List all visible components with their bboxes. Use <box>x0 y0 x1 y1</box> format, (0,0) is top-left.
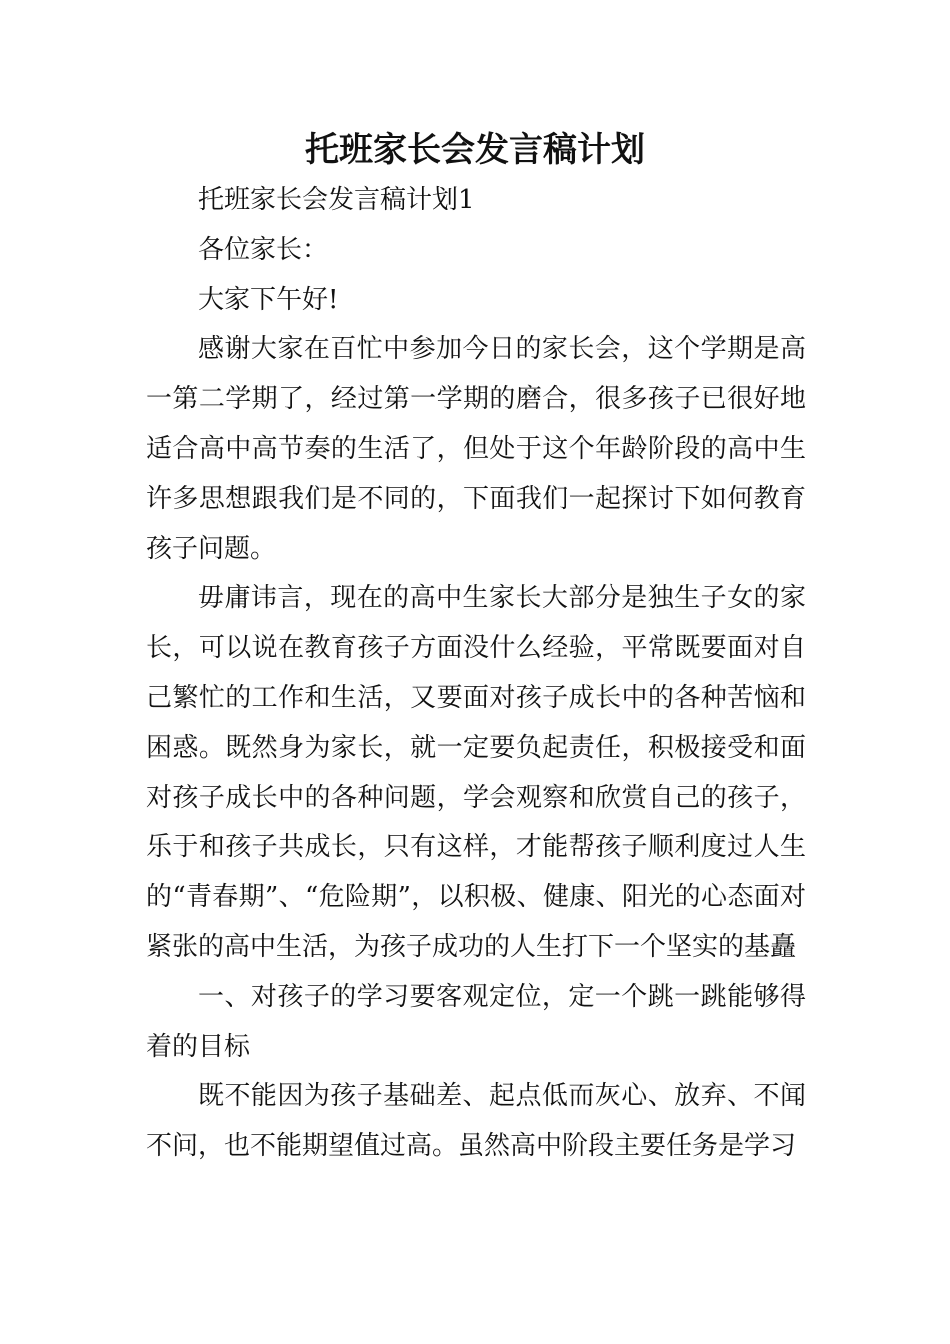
salutation-paragraph: 各位家长： <box>198 234 329 265</box>
greeting-paragraph: 大家下午好! <box>198 284 339 315</box>
subtitle-paragraph: 托班家长会发言稿计划1 <box>198 185 475 215</box>
body-paragraph: 感谢大家在百忙中参加今日的家长会，这个学期是高一第二学期了，经过第一学期的磨合，很多孩子已很好地适合高中高节奏的生活了，但处于这个年龄阶段的高中生许多思想跟我们是不同的，下面我们一起探讨下如何教育孩子问题。 <box>146 334 806 564</box>
document-body <box>146 176 806 1172</box>
document-title: 托班家长会发言稿计划 <box>305 130 645 170</box>
section-heading-paragraph: 一、对孩子的学习要客观定位，定一个跳一跳能够得着的目标 <box>146 981 806 1062</box>
body-paragraph: 既不能因为孩子基础差、起点低而灰心、放弃、不闻不问，也不能期望值过高。虽然高中阶段主要任务是学习 <box>146 1081 806 1162</box>
body-paragraph: 毋庸讳言，现在的高中生家长大部分是独生子女的家长，可以说在教育孩子方面没什么经验，平常既要面对自己繁忙的工作和生活，又要面对孩子成长中的各种苦恼和困惑。既然身为家长，就一定要负起责任，积极接受和面对孩子成长中的各种问题，学会观察和欣赏自己的孩子，乐于和孩子共成长，只有这样，才能帮孩子顺利度过人生的“青春期”、“危险期”，以积极、健康、阳光的心态面对紧张的高中生活，为孩子成功的人生打下一个坚实的基矗 <box>146 583 806 962</box>
